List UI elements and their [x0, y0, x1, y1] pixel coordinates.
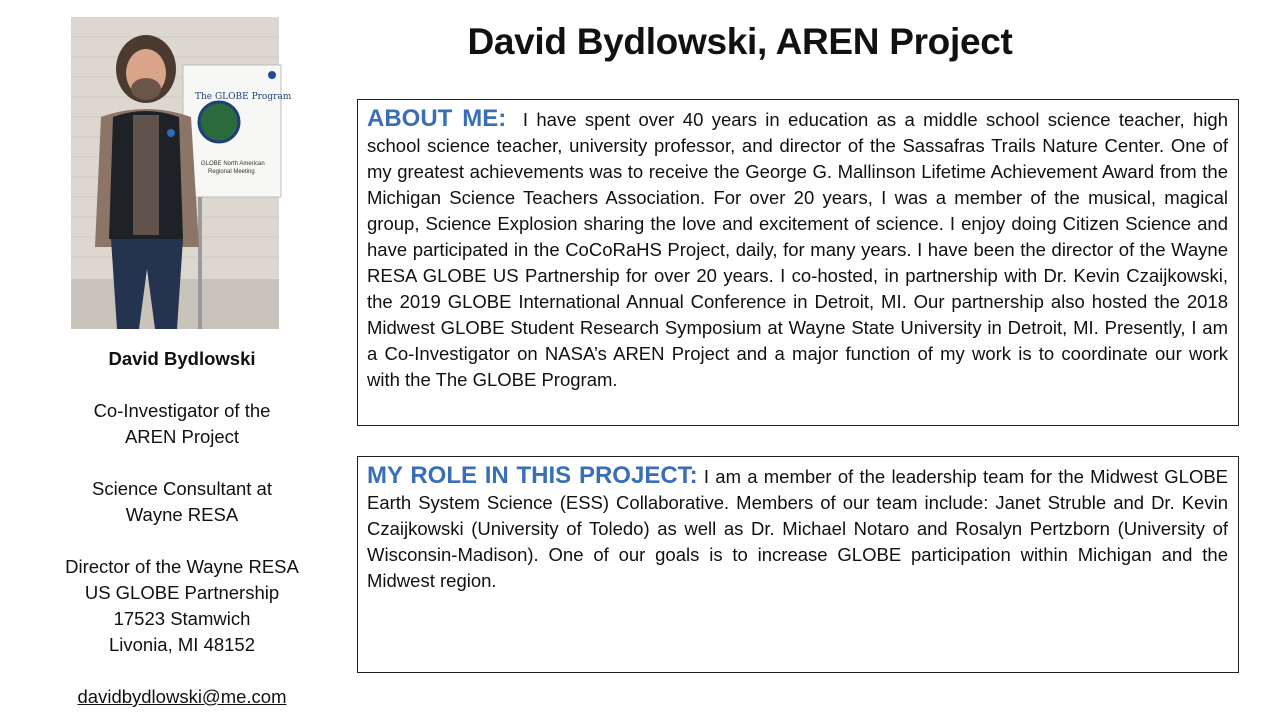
email-link[interactable]: davidbydlowski@me.com: [77, 686, 287, 707]
about-me-box: [357, 99, 1239, 426]
sign-text-1: GLOBE North American: [201, 161, 265, 167]
address-city: Livonia, MI 48152: [108, 634, 256, 655]
project-role-heading: MY ROLE IN THIS PROJECT:: [367, 462, 698, 489]
role-co-investigator-project: AREN Project: [124, 426, 240, 447]
person-name: David Bydlowski: [108, 348, 256, 369]
profile-photo: [71, 17, 292, 329]
role-director-partnership: US GLOBE Partnership: [84, 582, 280, 603]
sign-text-2: Regional Meeting: [208, 169, 255, 175]
role-director: Director of the Wayne RESA: [65, 556, 299, 577]
role-science-consultant: Science Consultant at: [92, 478, 272, 499]
page-title: David Bydlowski, AREN Project: [467, 21, 1013, 62]
sign-title: The GLOBE Program: [195, 92, 292, 102]
role-co-investigator: Co-Investigator of the: [93, 400, 271, 421]
role-science-consultant-org: Wayne RESA: [125, 504, 239, 525]
about-me-heading: ABOUT ME:: [367, 105, 507, 132]
contact-sidebar: [40, 346, 324, 710]
about-me-text: I have spent over 40 years in education as a middle school science teacher, high school science teacher, university professor, and director of the Sassafras Trails Nature Center. One of my greatest achievements was to receive the George G. Mallinson Lifetime Achievement Award from the Michigan Science Teachers Association. For over 20 years, I was a member of the musical, magical group, Science Explosion sharing the love and excitement of science. I enjoy doing Citizen Science and have participated in the CoCoRaHS Project, daily, for many years. I have been the director of the Wayne RESA GLOBE US Partnership for over 20 years. I co-hosted, in partnership with Dr. Kevin Czaijkowski, the 2019 GLOBE International Annual Conference in Detroit, MI. Our partnership also hosted the 2018 Midwest GLOBE Student Research Symposium at Wayne State University in Detroit, MI. Presently, I am a Co-Investigator on NASA’s AREN Project and a major function of my work is to coordinate our work with the The GLOBE Program.: [367, 109, 1229, 390]
address-street: 17523 Stamwich: [113, 608, 251, 629]
project-role-text: I am a member of the leadership team for the Midwest GLOBE Earth System Science (ESS) Collaborative. Members of our team include: Janet Struble and Dr. Kevin Czaijkowski (University of Toledo) as well as Dr. Michael Notaro and Rosalyn Pertzborn (University of Wisconsin-Madison). One of our goals is to increase GLOBE participation within Michigan and the Midwest region.: [367, 466, 1229, 591]
project-role-box: [357, 456, 1239, 673]
